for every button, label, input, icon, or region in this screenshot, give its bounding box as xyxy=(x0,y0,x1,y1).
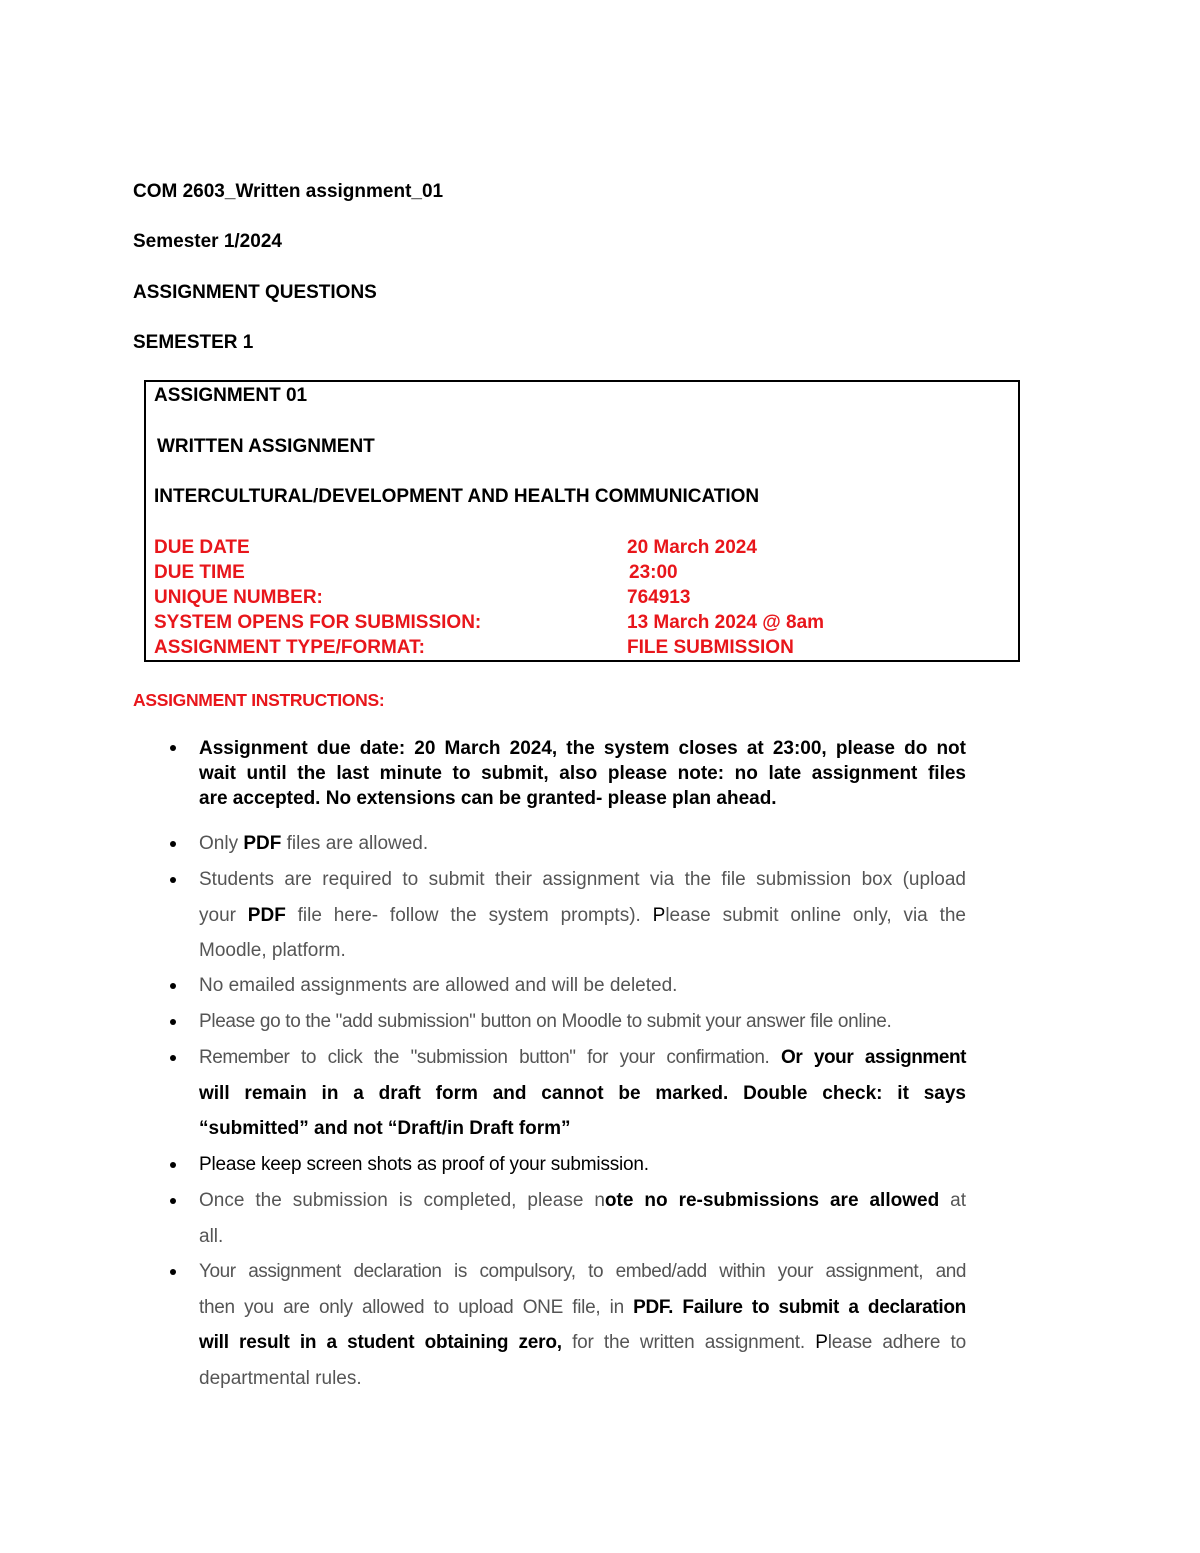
instruction-item-declaration: Your assignment declaration is compulsory, to embed/add within your assignment, and then you are only allowed to upload ONE file, in PDF. Failure to submit a declaration will result in a student obtaining zero, for the written assignment. Please adhere to departmental rules. xyxy=(199,1261,966,1389)
assignment-questions-heading: ASSIGNMENT QUESTIONS xyxy=(133,282,377,303)
system-opens-label: SYSTEM OPENS FOR SUBMISSION: xyxy=(154,612,482,633)
due-time-value: 23:00 xyxy=(629,562,678,583)
assignment-type: WRITTEN ASSIGNMENT xyxy=(157,436,375,457)
bullet-icon xyxy=(170,983,176,989)
bullet-icon xyxy=(170,745,176,751)
due-time-label: DUE TIME xyxy=(154,562,245,583)
instruction-item-confirm-submission: Remember to click the "submission button" for your confirmation. Or your assignment will remain in a draft form and cannot be marked. Double check: it says “submitted” and not “Draft/in Draft form” xyxy=(199,1047,966,1139)
semester-label: Semester 1/2024 xyxy=(133,231,282,252)
instruction-item-due-date: Assignment due date: 20 March 2024, the system closes at 23:00, please do not wait until the last minute to submit, also please note: no late assignment files are accepted. No extensions can be granted- please plan ahead. xyxy=(199,738,966,809)
bullet-icon xyxy=(170,1019,176,1025)
instruction-item-pdf-only: Only PDF files are allowed. xyxy=(199,833,429,854)
instruction-item-add-submission: Please go to the "add submission" button on Moodle to submit your answer file online. xyxy=(199,1011,892,1032)
bullet-icon xyxy=(170,1055,176,1061)
instruction-item-no-resubmission: Once the submission is completed, please note no re-submissions are allowed at all. xyxy=(199,1190,966,1247)
unique-number-value: 764913 xyxy=(627,587,691,608)
format-label: ASSIGNMENT TYPE/FORMAT: xyxy=(154,637,425,658)
instruction-item-screenshots: Please keep screen shots as proof of your submission. xyxy=(199,1154,649,1175)
format-value: FILE SUBMISSION xyxy=(627,637,794,658)
instruction-item-submit-online: Students are required to submit their assignment via the file submission box (upload your PDF file here- follow the system prompts). Please submit online only, via the Moodle, platform. xyxy=(199,869,966,961)
bullet-icon xyxy=(170,1162,176,1168)
due-date-label: DUE DATE xyxy=(154,537,250,558)
assignment-subject: INTERCULTURAL/DEVELOPMENT AND HEALTH COMMUNICATION xyxy=(154,486,760,507)
bullet-icon xyxy=(170,841,176,847)
bullet-icon xyxy=(170,1269,176,1275)
system-opens-value: 13 March 2024 @ 8am xyxy=(627,612,825,633)
bullet-icon xyxy=(170,1198,176,1204)
assignment-details-box xyxy=(144,380,1020,662)
unique-number-label: UNIQUE NUMBER: xyxy=(154,587,323,608)
assignment-number: ASSIGNMENT 01 xyxy=(154,385,308,406)
semester-heading: SEMESTER 1 xyxy=(133,332,254,353)
due-date-value: 20 March 2024 xyxy=(627,537,757,558)
instructions-title: ASSIGNMENT INSTRUCTIONS: xyxy=(133,690,385,710)
bullet-icon xyxy=(170,877,176,883)
course-title: COM 2603_Written assignment_01 xyxy=(133,181,444,202)
instruction-item-no-email: No emailed assignments are allowed and will be deleted. xyxy=(199,975,678,996)
